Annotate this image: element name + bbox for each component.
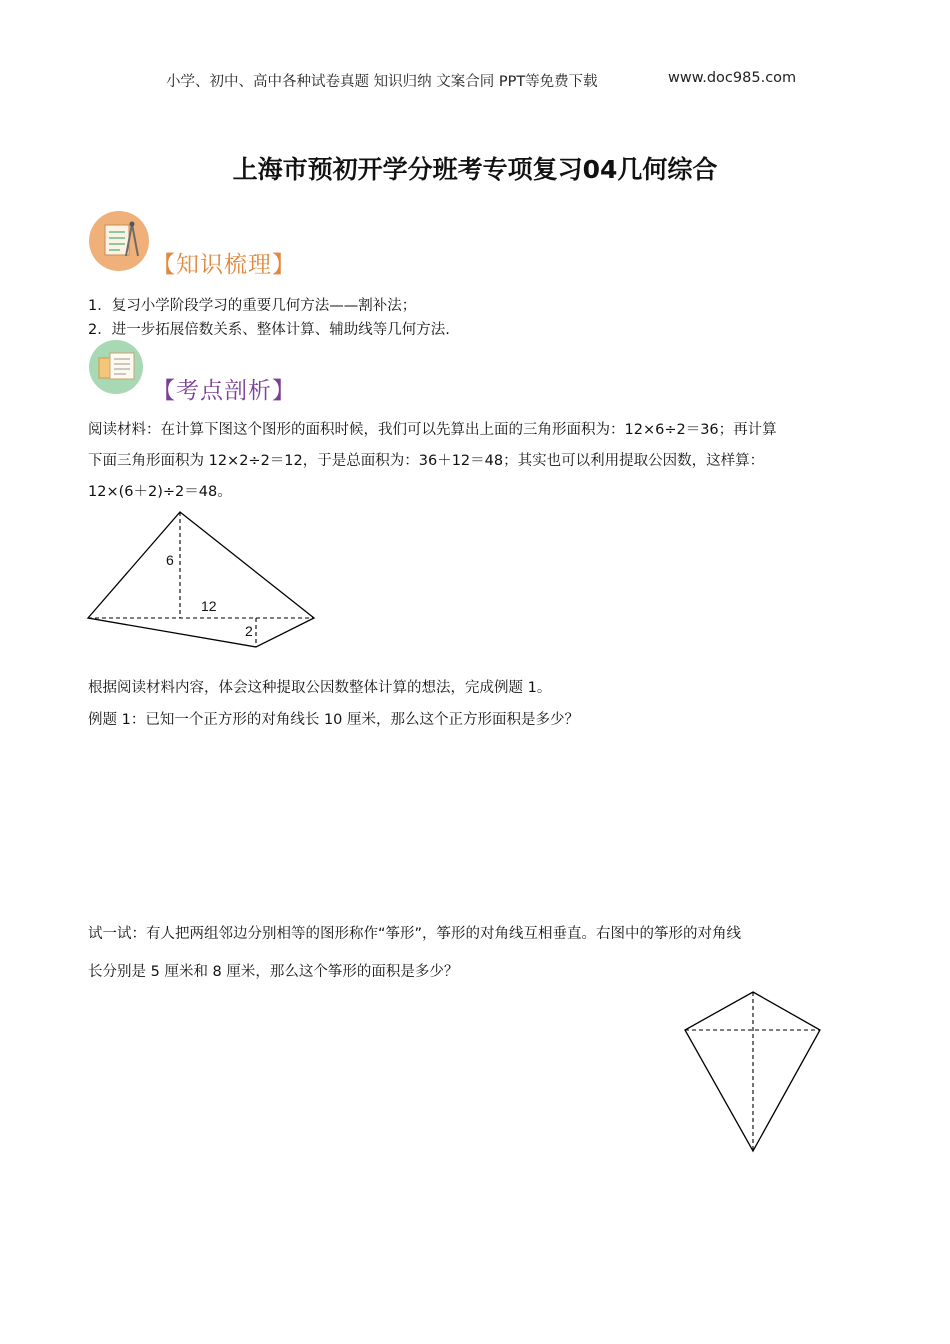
page-title: 上海市预初开学分班考专项复习04几何综合 [232, 155, 718, 184]
try-it-line-2: 长分别是 5 厘米和 8 厘米，那么这个筝形的面积是多少？ [88, 964, 459, 980]
figure-label-base-12: 12 [201, 598, 217, 614]
header-site[interactable]: www.doc985.com [668, 70, 797, 86]
example-1-question: 例题 1：已知一个正方形的对角线长 10 厘米，那么这个正方形面积是多少？ [88, 712, 580, 728]
header-text: 小学、初中、高中各种试卷真题 知识归纳 文案合同 PPT等免费下载 [166, 74, 598, 90]
section-analysis-label: 【考点剖析】 [152, 378, 296, 404]
section-knowledge-label: 【知识梳理】 [152, 252, 296, 278]
figure-two-triangles [80, 505, 330, 655]
instruction-text: 根据阅读材料内容，体会这种提取公因数整体计算的想法，完成例题 1。 [88, 680, 552, 696]
reading-material-line-3: 12×(6＋2)÷2＝48。 [88, 484, 232, 500]
try-it-line-1: 试一试：有人把两组邻边分别相等的图形称作“筝形”，筝形的对角线互相垂直。右图中的筝形的对角线 [88, 926, 742, 942]
reading-material-line-1: 阅读材料：在计算下图这个图形的面积时候，我们可以先算出上面的三角形面积为：12×6÷2＝36；再计算 [88, 422, 777, 438]
figure-kite [680, 988, 826, 1158]
documents-icon [88, 339, 144, 395]
knowledge-item-1: 1．复习小学阶段学习的重要几何方法——割补法； [88, 298, 417, 314]
notebook-compass-icon [88, 210, 150, 272]
figure-label-height-6: 6 [166, 552, 174, 568]
figure-label-height-2: 2 [245, 623, 253, 639]
reading-material-line-2: 下面三角形面积为 12×2÷2＝12，于是总面积为：36＋12＝48；其实也可以利用提取公因数，这样算： [88, 453, 765, 469]
knowledge-item-2: 2．进一步拓展倍数关系、整体计算、辅助线等几何方法. [88, 322, 450, 338]
